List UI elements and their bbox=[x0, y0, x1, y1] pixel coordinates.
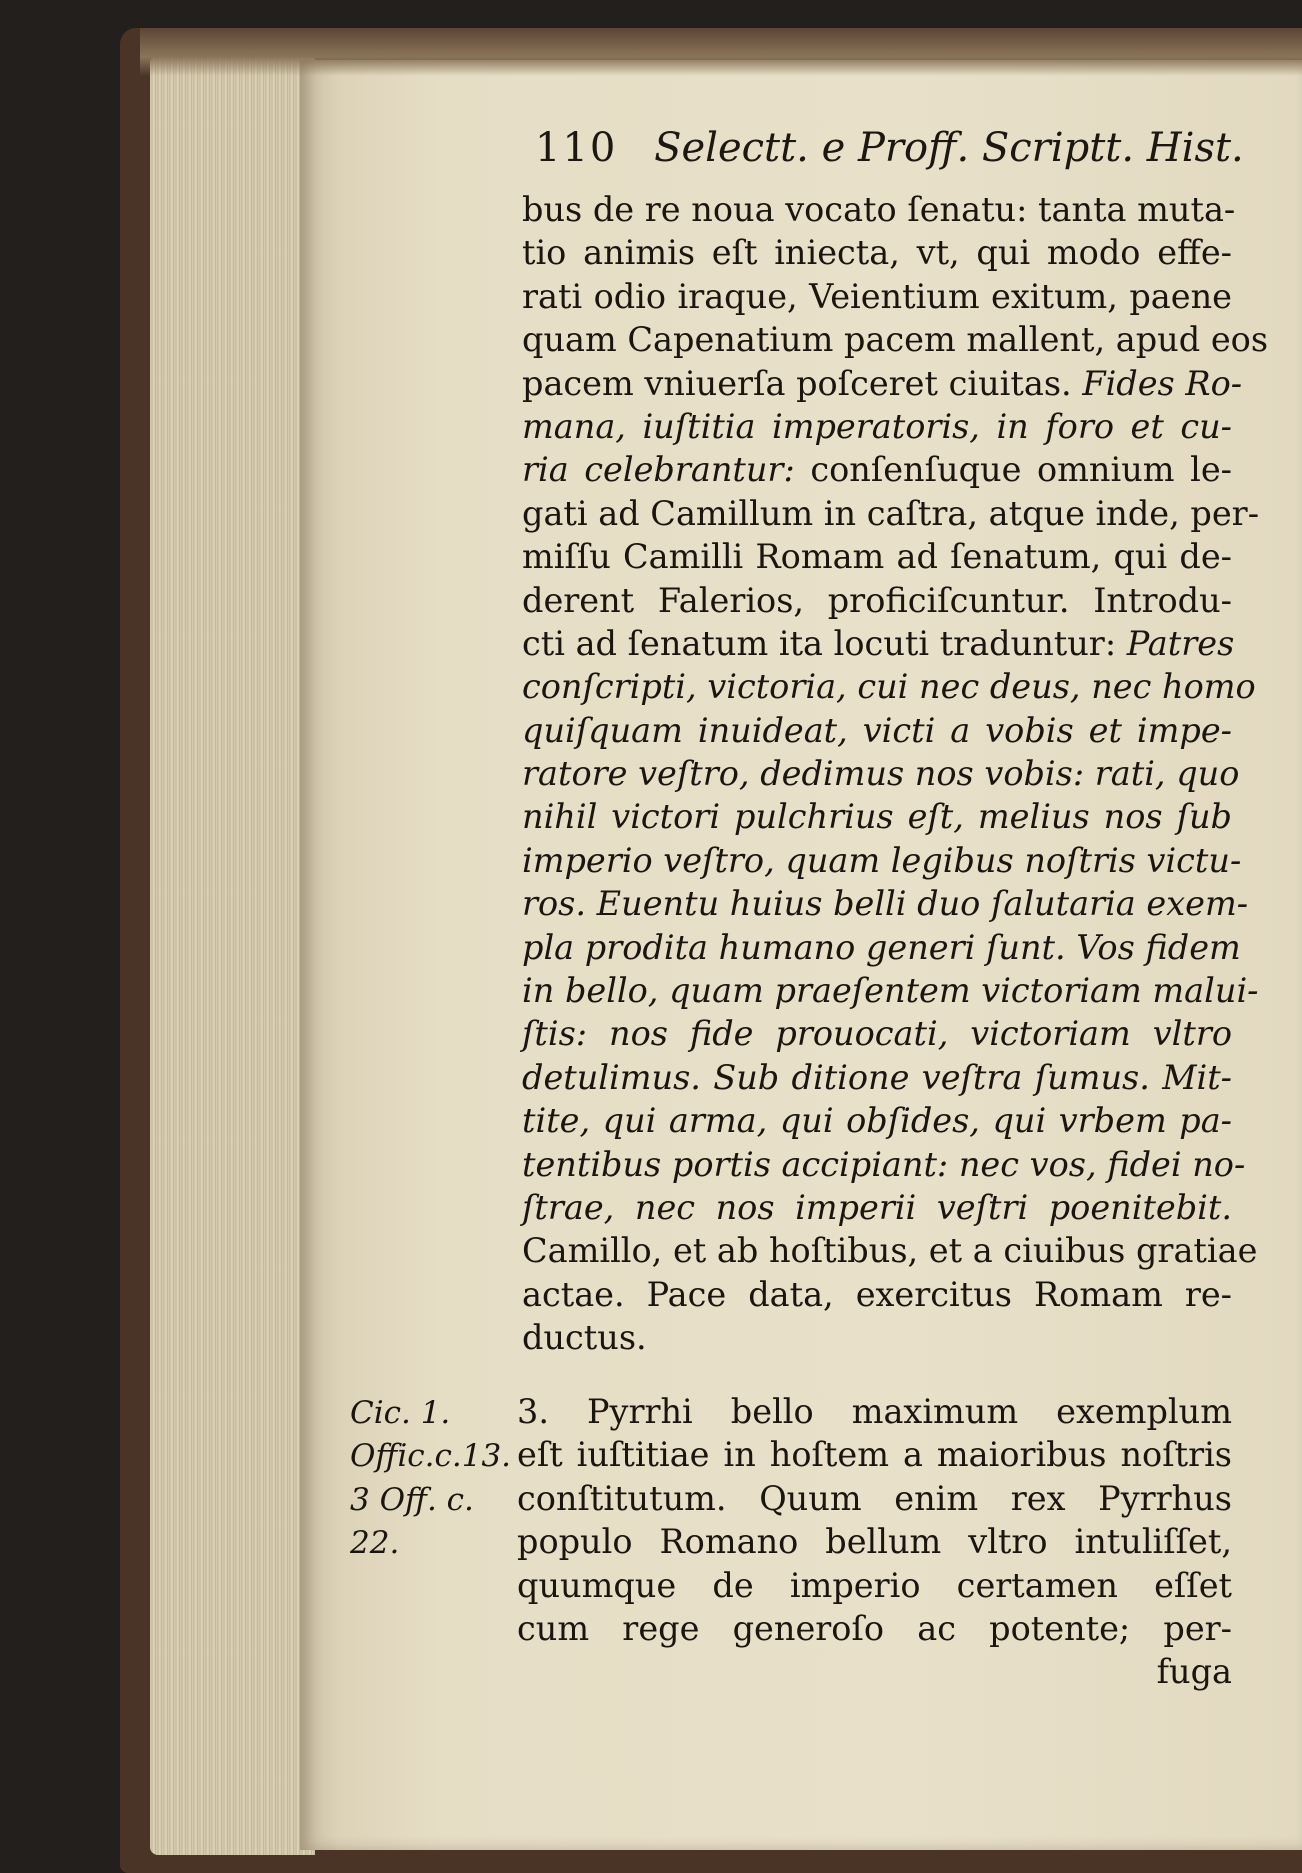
roman-text: Camillo, et ab hoſtibus, et a ciuibus gratiae bbox=[522, 1231, 1258, 1271]
text-line bbox=[522, 231, 1232, 274]
text-line bbox=[522, 448, 1232, 491]
paragraph-2 bbox=[517, 1390, 1232, 1694]
italic-text: ria celebrantur: bbox=[522, 450, 795, 490]
roman-text: fuga bbox=[1156, 1652, 1232, 1692]
paragraph-1 bbox=[522, 188, 1269, 1360]
margin-note: 22. bbox=[350, 1525, 400, 1562]
text-line bbox=[522, 665, 1256, 708]
italic-text: ratore veſtro, dedimus nos vobis: rati, quo bbox=[522, 754, 1240, 794]
roman-text: ductus. bbox=[522, 1318, 647, 1358]
roman-text: conſenſuque omnium le- bbox=[810, 450, 1232, 490]
roman-text: conſtitutum. Quum enim rex Pyrrhus bbox=[517, 1478, 1232, 1518]
text-line bbox=[517, 1390, 1232, 1433]
italic-text: nihil victori pulchrius eſt, melius nos ſub bbox=[522, 797, 1232, 837]
roman-text: 3. Pyrrhi bello maximum exemplum bbox=[517, 1392, 1232, 1431]
text-line bbox=[517, 1520, 1232, 1563]
roman-text: populo Romano bellum vltro intuliſſet, bbox=[517, 1522, 1232, 1562]
italic-text: ſtrae, nec nos imperii veſtri poenitebit. bbox=[522, 1187, 1232, 1227]
italic-text: ros. Euentu huius belli duo ſalutaria exem- bbox=[522, 884, 1249, 924]
text-line bbox=[522, 752, 1240, 795]
roman-text: cum rege generoſo ac potente; per- bbox=[517, 1608, 1232, 1648]
margin-note: Cic. 1. bbox=[350, 1395, 451, 1431]
text-line bbox=[517, 1433, 1232, 1476]
text-line bbox=[522, 1229, 1258, 1272]
roman-text: derent Falerios, proficiſcuntur. Introdu- bbox=[522, 580, 1232, 620]
margin-note: Offic.c.13. bbox=[350, 1438, 512, 1475]
roman-text: actae. Pace data, exercitus Romam re- bbox=[522, 1274, 1232, 1314]
text-line bbox=[522, 1186, 1232, 1229]
italic-text: in bello, quam praeſentem victoriam malui- bbox=[522, 971, 1259, 1011]
italic-text: conſcripti, victoria, cui nec deus, nec homo bbox=[522, 667, 1256, 707]
italic-text: tentibus portis accipiant: nec vos, fidei no- bbox=[522, 1144, 1246, 1184]
text-line bbox=[522, 709, 1232, 752]
page-top-shadow bbox=[140, 28, 1302, 76]
roman-text: pacem vniuerſa poſceret ciuitas. bbox=[522, 363, 1072, 403]
roman-text: miſſu Camilli Romam ad ſenatum, qui de- bbox=[522, 537, 1232, 577]
margin-notes bbox=[350, 1392, 520, 1566]
italic-text: imperio veſtro, quam legibus noſtris victu- bbox=[522, 840, 1242, 880]
text-line bbox=[522, 969, 1259, 1012]
text-line bbox=[517, 1564, 1232, 1607]
roman-text: eſt iuſtitiae in hoſtem a maioribus noſtris bbox=[517, 1435, 1232, 1475]
italic-text: pla prodita humano generi ſunt. Vos fidem bbox=[522, 927, 1241, 967]
text-line bbox=[522, 926, 1241, 969]
text-line bbox=[522, 1143, 1246, 1186]
text-line bbox=[522, 1316, 1232, 1359]
roman-text: quam Capenatium pacem mallent, apud eos bbox=[522, 320, 1269, 360]
page-edges bbox=[150, 55, 315, 1855]
running-head bbox=[535, 125, 1244, 171]
italic-text: mana, iuſtitia imperatoris, in foro et cu- bbox=[522, 406, 1232, 446]
roman-text: gati ad Camillum in caſtra, atque inde, per- bbox=[522, 493, 1260, 533]
text-line bbox=[522, 188, 1236, 231]
page-number: 110 bbox=[535, 125, 618, 171]
text-line bbox=[522, 535, 1232, 578]
roman-text: quumque de imperio certamen eſſet bbox=[517, 1565, 1232, 1605]
text-line bbox=[522, 795, 1232, 838]
text-line bbox=[522, 275, 1232, 318]
text-line bbox=[522, 1099, 1232, 1142]
text-line bbox=[522, 405, 1232, 448]
italic-text: quiſquam inuideat, victi a vobis et impe- bbox=[522, 710, 1232, 750]
italic-text: tite, qui arma, qui obſides, qui vrbem pa- bbox=[522, 1101, 1232, 1141]
text-line bbox=[522, 1273, 1232, 1316]
text-line bbox=[522, 318, 1269, 361]
roman-text: cti ad ſenatum ita locuti traduntur: bbox=[522, 623, 1117, 663]
text-line bbox=[522, 492, 1260, 535]
roman-text: rati odio iraque, Veientium exitum, paene bbox=[522, 276, 1232, 316]
italic-text: detulimus. Sub ditione veſtra ſumus. Mit- bbox=[522, 1057, 1232, 1097]
italic-text: ſtis: nos fide prouocati, victoriam vltro bbox=[522, 1014, 1232, 1054]
text-line bbox=[522, 1012, 1232, 1055]
text-line bbox=[517, 1607, 1232, 1650]
text-line bbox=[522, 882, 1249, 925]
text-line bbox=[522, 622, 1235, 665]
text-line bbox=[522, 1056, 1232, 1099]
text-line bbox=[522, 579, 1232, 622]
roman-text: tio animis eſt iniecta, vt, qui modo effe- bbox=[522, 233, 1232, 273]
margin-note: 3 Off. c. bbox=[350, 1481, 474, 1518]
running-title: Selectt. e Proff. Scriptt. Hist. bbox=[654, 125, 1244, 171]
italic-text: Patres bbox=[1126, 623, 1235, 663]
text-line bbox=[522, 839, 1242, 882]
text-line bbox=[522, 362, 1243, 405]
text-line bbox=[517, 1650, 1232, 1693]
text-line bbox=[517, 1477, 1232, 1520]
italic-text: Fides Ro- bbox=[1082, 363, 1243, 403]
roman-text: bus de re noua vocato ſenatu: tanta muta- bbox=[522, 190, 1236, 229]
